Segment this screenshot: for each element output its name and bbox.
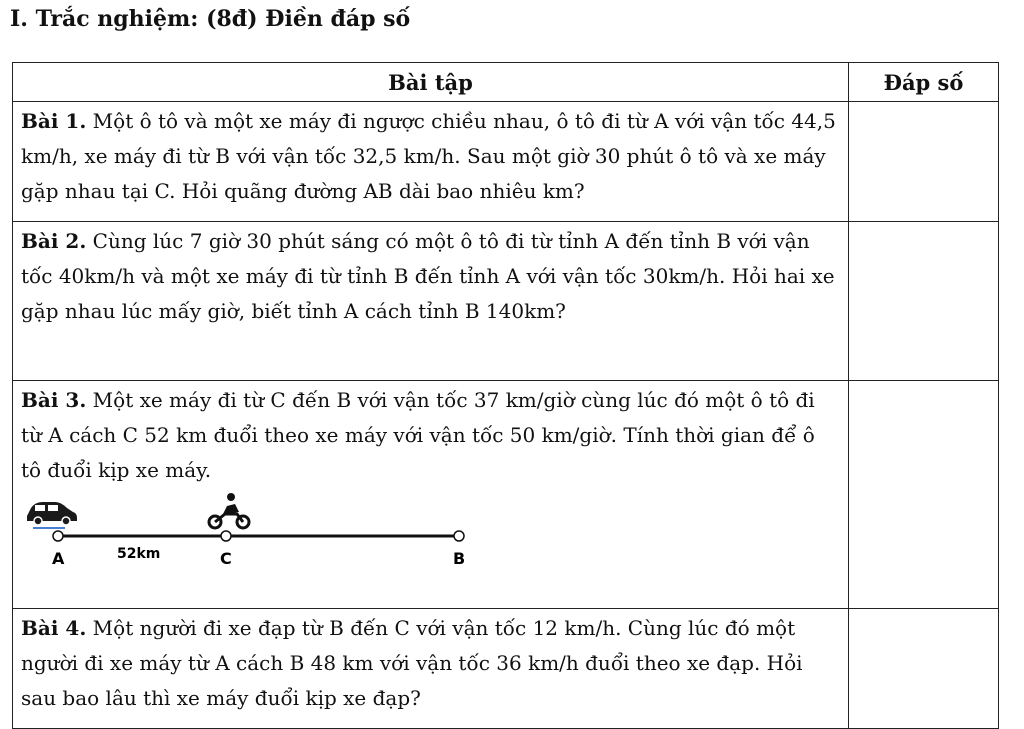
exercise-text: Một xe máy đi từ C đến B với vận tốc 37 km/giờ cùng lúc đó một ô tô đi từ A cách C 52 km đuổi theo xe máy với vận tốc 50 km/giờ. Tính thời gian để ô tô đuổi kịp xe máy.	[21, 388, 815, 482]
answer-cell-3[interactable]	[849, 381, 999, 609]
exercise-4	[13, 609, 849, 729]
exercise-table	[12, 62, 999, 729]
answer-cell-2[interactable]	[849, 222, 999, 381]
point-a-label: A	[52, 549, 65, 568]
table-header-row	[13, 63, 999, 102]
header-answer: Đáp số	[849, 63, 999, 102]
car-icon	[27, 502, 77, 525]
answer-cell-1[interactable]	[849, 102, 999, 222]
exercise-text: Một người đi xe đạp từ B đến C với vận tốc 12 km/h. Cùng lúc đó một người đi xe máy từ A cách B 48 km với vận tốc 36 km/h đuổi theo xe đạp. Hỏi sau bao lâu thì xe máy đuổi kịp xe đạp?	[21, 616, 803, 710]
point-c-marker	[221, 531, 231, 541]
section-heading: I. Trắc nghiệm: (8đ) Điền đáp số	[10, 6, 411, 32]
point-a-marker	[53, 531, 63, 541]
motorbike-icon	[209, 493, 249, 528]
point-b-marker	[454, 531, 464, 541]
exercise-text: Một ô tô và một xe máy đi ngược chiều nhau, ô tô đi từ A với vận tốc 44,5 km/h, xe máy đi từ B với vận tốc 32,5 km/h. Sau một giờ 30 phút ô tô và xe máy gặp nhau tại C. Hỏi quãng đường AB dài bao nhiêu km?	[21, 109, 836, 203]
table-row	[13, 102, 999, 222]
exercise-2	[13, 222, 849, 381]
header-exercise: Bài tập	[13, 63, 849, 102]
point-c-label: C	[220, 549, 232, 568]
distance-label: 52km	[117, 546, 161, 562]
table-row	[13, 609, 999, 729]
exercise-label: Bài 1.	[21, 109, 87, 133]
exercise-3	[13, 381, 849, 609]
exercise-label: Bài 3.	[21, 388, 87, 412]
exercise-1	[13, 102, 849, 222]
point-b-label: B	[453, 549, 466, 568]
exercise-label: Bài 2.	[21, 229, 87, 253]
answer-cell-4[interactable]	[849, 609, 999, 729]
exercise-text: Cùng lúc 7 giờ 30 phút sáng có một ô tô đi từ tỉnh A đến tỉnh B với vận tốc 40km/h và một xe máy đi từ tỉnh B đến tỉnh A với vận tốc 30km/h. Hỏi hai xe gặp nhau lúc mấy giờ, biết tỉnh A cách tỉnh B 140km?	[21, 229, 835, 323]
table-row	[13, 381, 999, 609]
distance-diagram	[21, 490, 481, 570]
table-row	[13, 222, 999, 381]
exercise-label: Bài 4.	[21, 616, 87, 640]
